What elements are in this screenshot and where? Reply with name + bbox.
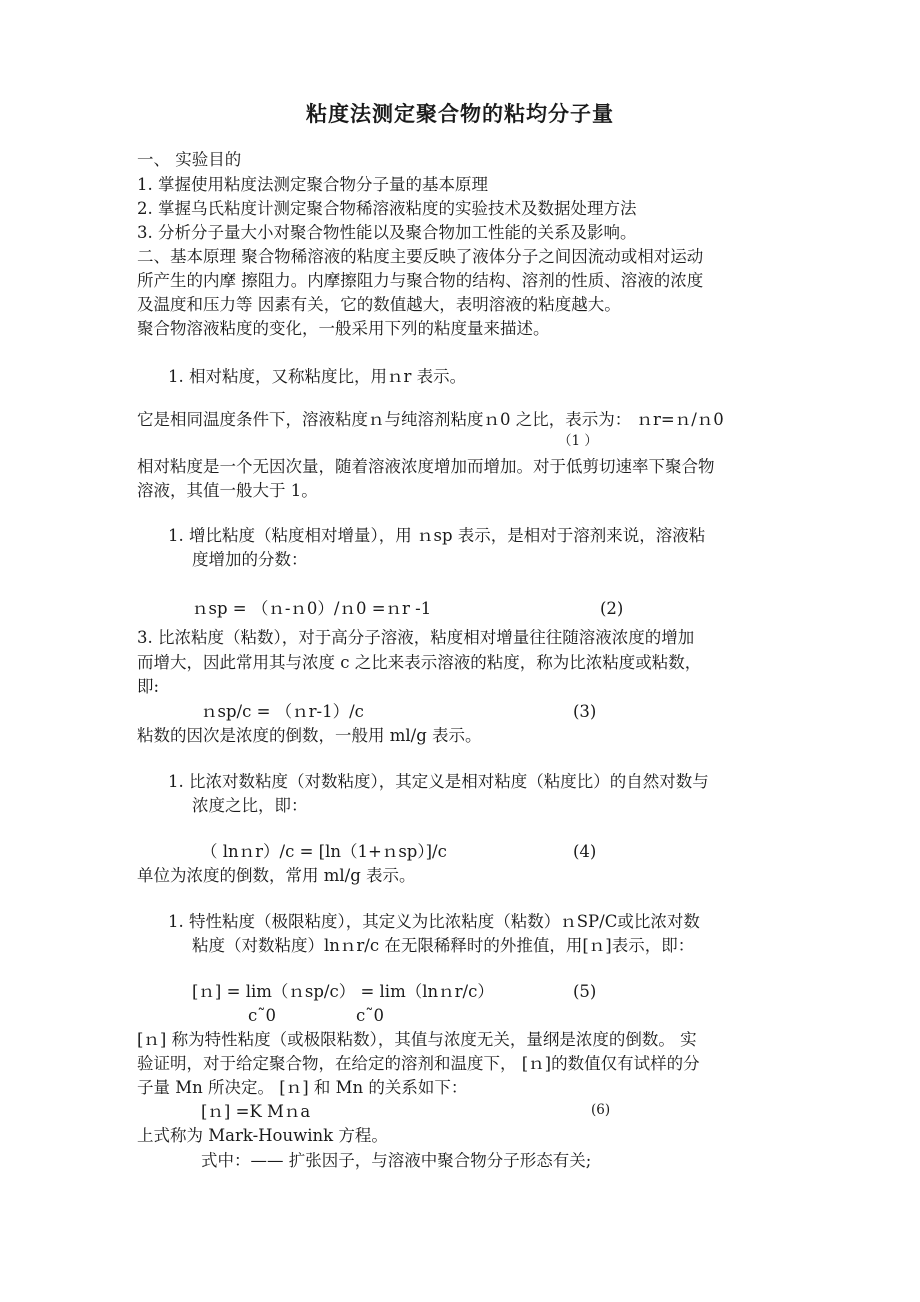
equation: ｎsp = （ｎ-ｎ0）/ｎ0 =ｎr -1 (192, 599, 432, 618)
objective-item-1: 1. 掌握使用粘度法测定聚合物分子量的基本原理 (137, 175, 488, 194)
paragraph-line: 二、基本原理 聚合物稀溶液的粘度主要反映了液体分子之间因流动或相对运动 (137, 247, 704, 266)
paragraph-line: 即: (137, 677, 160, 696)
equation-number: (6) (591, 1102, 611, 1118)
list-item-specific-viscosity: 1. 增比粘度（粘度相对增量），用 ｎsp 表示，是相对于溶剂来说，溶液粘 (168, 526, 706, 545)
list-item-intrinsic-viscosity: 1. 特性粘度（极限粘度），其定义为比浓粘度（粘数）ｎSP/C或比浓对数 (168, 912, 700, 931)
paragraph-line: 所产生的内摩 擦阻力。内摩擦阻力与聚合物的结构、溶剂的性质、溶液的浓度 (137, 271, 704, 290)
paragraph-line: 3. 比浓粘度（粘数），对于高分子溶液，粘度相对增量往往随溶液浓度的增加 (137, 628, 695, 647)
equation-number: (2) (600, 599, 624, 618)
paragraph-line: 溶液，其值一般大于 1。 (137, 481, 318, 500)
limit-subscript: c˜0 (248, 1006, 276, 1025)
paragraph-line: 上式称为 Mark-Houwink 方程。 (137, 1126, 388, 1145)
limit-subscript: c˜0 (356, 1006, 384, 1025)
equation-number: （1 ） (558, 433, 598, 449)
document-title: 粘度法测定聚合物的粘均分子量 (306, 102, 614, 126)
paragraph-line: 它是相同温度条件下，溶液粘度ｎ与纯溶剂粘度ｎ0 之比，表示为： ｎr=ｎ/ｎ0 (137, 410, 724, 429)
equation-number: (5) (573, 982, 597, 1001)
paragraph-line: 相对粘度是一个无因次量，随着溶液浓度增加而增加。对于低剪切速率下聚合物 (137, 457, 715, 476)
equation: ｎsp/c = （ｎr-1）/c (201, 702, 364, 721)
list-item-inherent-viscosity: 1. 比浓对数粘度（对数粘度），其定义是相对粘度（粘度比）的自然对数与 (168, 772, 709, 791)
paragraph-line: 子量 Mn 所决定。 [ｎ] 和 Mn 的关系如下： (137, 1078, 468, 1097)
list-item-continuation: 粘度（对数粘度）lnｎr/c 在无限稀释时的外推值，用[ｎ]表示，即： (192, 936, 695, 955)
equation-number: (4) (573, 842, 597, 861)
section-heading-objective: 一、 实验目的 (137, 150, 242, 169)
objective-item-2: 2. 掌握乌氏粘度计测定聚合物稀溶液粘度的实验技术及数据处理方法 (137, 199, 637, 218)
paragraph-line: 而增大，因此常用其与浓度 c 之比来表示溶液的粘度，称为比浓粘度或粘数， (137, 653, 702, 672)
paragraph-line: 验证明，对于给定聚合物，在给定的溶剂和温度下， [ｎ]的数值仅有试样的分 (137, 1054, 700, 1073)
paragraph-line: 聚合物溶液粘度的变化，一般采用下列的粘度量来描述。 (137, 319, 550, 338)
objective-item-3: 3. 分析分子量大小对聚合物性能以及聚合物加工性能的关系及影响。 (137, 223, 637, 242)
equation: （ lnｎr）/c = [ln（1+ｎsp）]/c (201, 842, 447, 861)
list-item-continuation: 浓度之比，即： (192, 796, 308, 815)
paragraph-line: [ｎ] 称为特性粘度（或极限粘数），其值与浓度无关，量纲是浓度的倒数。 实 (137, 1030, 697, 1049)
equation-number: (3) (573, 702, 597, 721)
paragraph-line: 单位为浓度的倒数，常用 ml/g 表示。 (137, 866, 416, 885)
equation: [ｎ] = lim（ｎsp/c） = lim（lnｎr/c） (192, 982, 494, 1001)
list-item-relative-viscosity: 1. 相对粘度，又称粘度比，用ｎr 表示。 (168, 367, 467, 386)
paragraph-line: 及温度和压力等 因素有关，它的数值越大，表明溶液的粘度越大。 (137, 295, 621, 314)
equation: [ｎ] =K Mｎa (201, 1102, 311, 1121)
paragraph-line: 粘数的因次是浓度的倒数，一般用 ml/g 表示。 (137, 726, 482, 745)
list-item-continuation: 度增加的分数： (192, 550, 308, 569)
paragraph-line: 式中：—— 扩张因子，与溶液中聚合物分子形态有关; (201, 1151, 592, 1170)
